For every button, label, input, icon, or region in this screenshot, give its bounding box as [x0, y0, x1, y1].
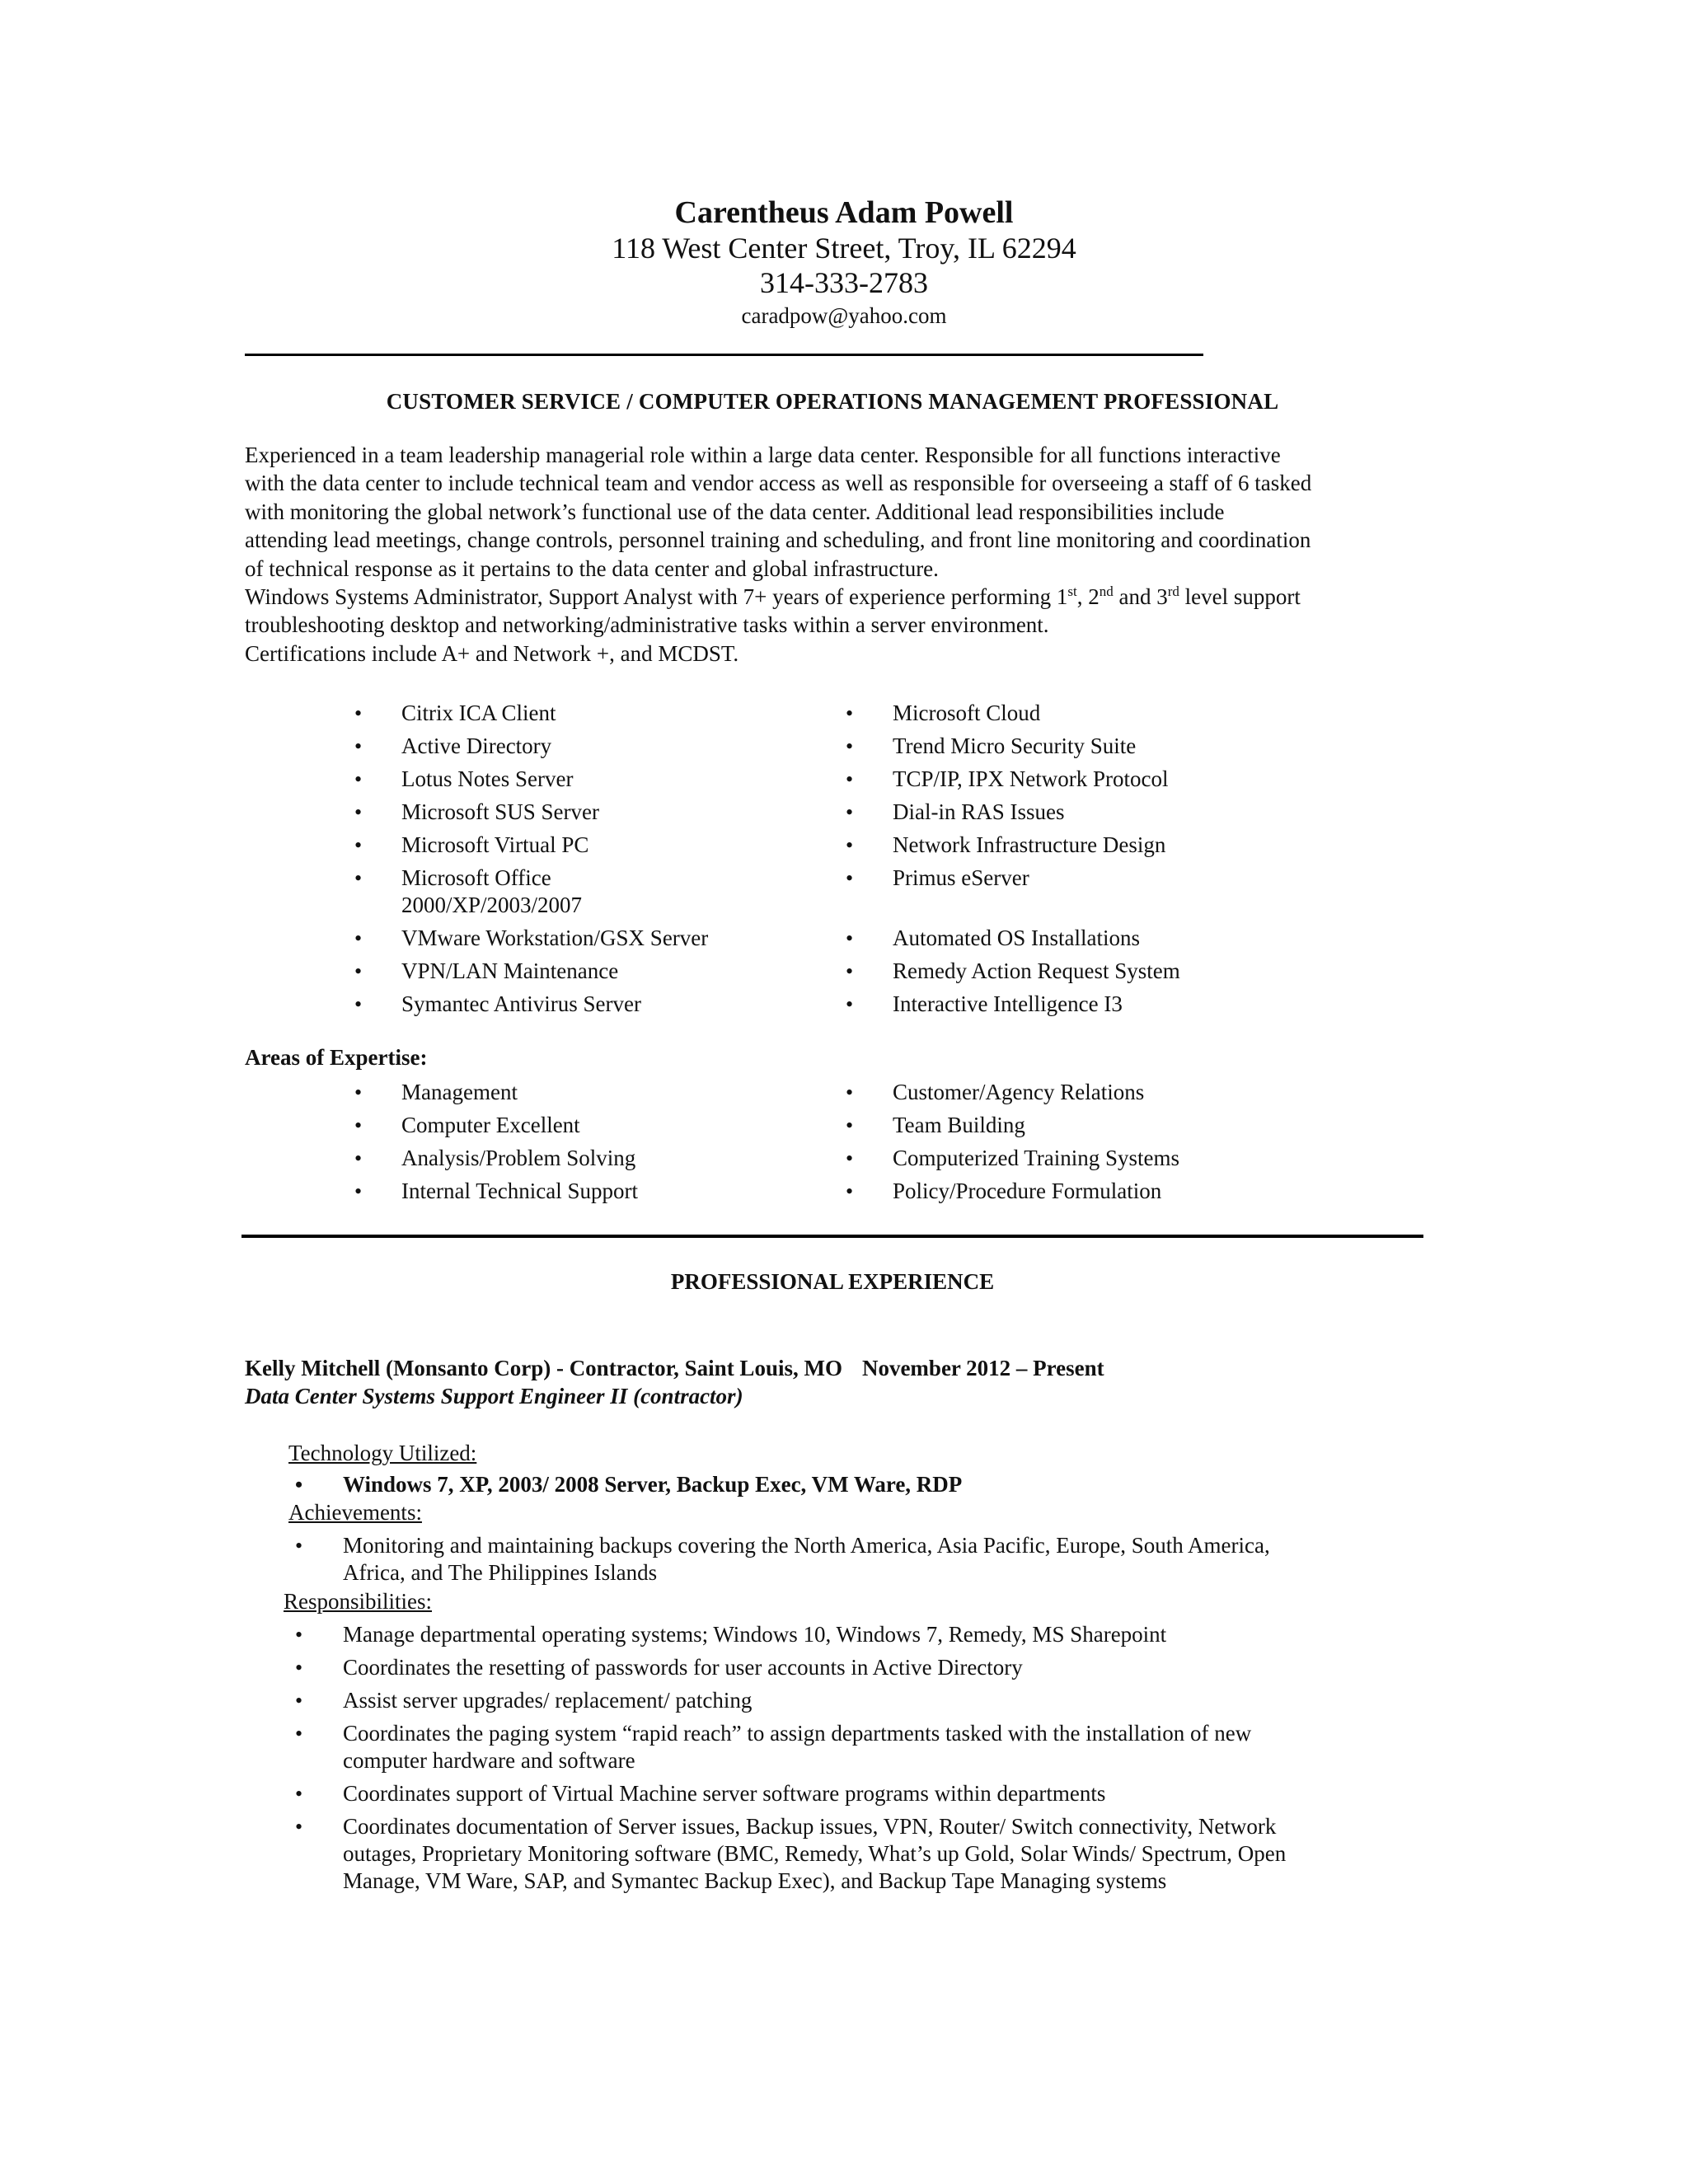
list-item [295, 1687, 1431, 1714]
bullet-icon: • [846, 1179, 854, 1203]
expertise-text: Policy/Procedure Formulation [893, 1179, 1162, 1203]
summary [245, 441, 1432, 668]
responsibility-text: Manage departmental operating systems; Windows 10, Windows 7, Remedy, MS Sharepoint [343, 1622, 1167, 1647]
expertise-text: Management [401, 1080, 518, 1104]
ordinal-suffix: nd [1099, 583, 1114, 600]
list-item [295, 1813, 1431, 1895]
areas-of-expertise-heading: Areas of Expertise: [245, 1045, 428, 1070]
responsibility-text: computer hardware and software [343, 1748, 635, 1773]
expertise-text: Analysis/Problem Solving [401, 1146, 636, 1170]
bullet-icon: • [295, 1782, 303, 1806]
list-item [354, 925, 846, 952]
list-item [354, 865, 846, 919]
list-item [846, 700, 1404, 727]
bullet-icon: • [295, 1689, 303, 1713]
list-item [846, 958, 1404, 985]
bullet-icon: • [354, 767, 363, 791]
expertise-text: Customer/Agency Relations [893, 1080, 1145, 1104]
skill-text: Symantec Antivirus Server [401, 991, 641, 1016]
responsibility-text: Manage, VM Ware, SAP, and Symantec Backup Exec), and Backup Tape Managing systems [343, 1868, 1167, 1893]
expertise-text: Computerized Training Systems [893, 1146, 1180, 1170]
list-item [354, 1178, 846, 1205]
bullet-icon: • [295, 1623, 303, 1647]
ordinal-suffix: rd [1167, 583, 1179, 600]
phone-number: 314-333-2783 [760, 266, 928, 299]
skill-text: Interactive Intelligence I3 [893, 991, 1123, 1016]
bullet-icon: • [354, 1146, 363, 1170]
address: 118 West Center Street, Troy, IL 62294 [612, 232, 1076, 265]
summary-line: with monitoring the global network’s functional use of the data center. Additional lead responsibilities include [245, 499, 1225, 524]
skill-text: Network Infrastructure Design [893, 832, 1166, 857]
job-title: Data Center Systems Support Engineer II (contractor) [245, 1384, 743, 1408]
summary-line: attending lead meetings, change controls, personnel training and scheduling, and front line monitoring and coordination [245, 527, 1311, 553]
list-item [846, 991, 1404, 1018]
skill-text: Lotus Notes Server [401, 766, 574, 791]
candidate-name: Carentheus Adam Powell [674, 195, 1014, 230]
bullet-icon: • [295, 1656, 303, 1680]
bullet-icon: • [354, 1179, 363, 1203]
experience-section-title: PROFESSIONAL EXPERIENCE [670, 1269, 995, 1294]
bullet-icon: • [846, 767, 854, 791]
bullet-icon: • [846, 866, 854, 890]
bullet-icon: • [846, 800, 854, 824]
skill-text: Automated OS Installations [893, 926, 1140, 950]
skill-text: Remedy Action Request System [893, 958, 1180, 983]
bullet-icon: • [295, 1473, 303, 1497]
bullet-icon: • [295, 1815, 303, 1839]
list-item [846, 799, 1404, 826]
responsibilities-label: Responsibilities: [284, 1589, 433, 1614]
list-item [354, 799, 846, 826]
list-item [354, 991, 846, 1018]
list-item [846, 1178, 1404, 1205]
skill-text: Dial-in RAS Issues [893, 799, 1065, 824]
professional-headline: CUSTOMER SERVICE / COMPUTER OPERATIONS MANAGEMENT PROFESSIONAL [386, 389, 1279, 414]
ordinal-suffix: st [1067, 583, 1077, 600]
summary-text: Windows Systems Administrator, Support Analyst with 7+ years of experience performing 1 [245, 584, 1068, 610]
skills-list-left [354, 700, 846, 1024]
list-item [846, 733, 1404, 760]
expertise-text: Internal Technical Support [401, 1179, 639, 1203]
list-item [846, 832, 1404, 859]
list-item [295, 1621, 1431, 1648]
skill-text: VPN/LAN Maintenance [401, 958, 619, 983]
expertise-text: Team Building [893, 1113, 1025, 1137]
list-item [846, 1112, 1404, 1139]
skills-list-right [846, 700, 1404, 1024]
list-item [295, 1471, 1431, 1498]
list-item [354, 1112, 846, 1139]
bullet-icon: • [846, 833, 854, 857]
section-divider [241, 1235, 1423, 1238]
bullet-icon: • [295, 1722, 303, 1746]
bullet-icon: • [354, 992, 363, 1016]
list-item [354, 733, 846, 760]
summary-text: , 2 [1076, 584, 1100, 610]
technology-utilized-label: Technology Utilized: [288, 1441, 477, 1465]
list-item [354, 766, 846, 793]
bullet-icon: • [354, 800, 363, 824]
list-item [354, 832, 846, 859]
summary-line: troubleshooting desktop and networking/administrative tasks within a server environment. [245, 612, 1049, 638]
list-item [295, 1780, 1431, 1807]
skill-text: Trend Micro Security Suite [893, 733, 1137, 758]
list-item [846, 1145, 1404, 1172]
achievements-label: Achievements: [288, 1500, 422, 1525]
bullet-icon: • [354, 959, 363, 983]
achievements-list [295, 1532, 1431, 1592]
bullet-icon: • [295, 1534, 303, 1558]
summary-text: and 3 [1113, 584, 1168, 610]
achievement-text: Africa, and The Philippines Islands [343, 1560, 658, 1585]
bullet-icon: • [354, 1113, 363, 1137]
list-item [846, 1079, 1404, 1106]
technology-list [295, 1471, 1431, 1504]
responsibilities-list [295, 1621, 1431, 1900]
responsibility-text: outages, Proprietary Monitoring software (BMC, Remedy, What’s up Gold, Solar Winds/ Spectrum, Open [343, 1841, 1287, 1866]
expertise-list-left [354, 1079, 846, 1211]
bullet-icon: • [846, 701, 854, 725]
skill-text: TCP/IP, IPX Network Protocol [893, 766, 1169, 791]
expertise-list-right [846, 1079, 1404, 1211]
bullet-icon: • [354, 833, 363, 857]
bullet-icon: • [354, 1080, 363, 1104]
responsibility-text: Assist server upgrades/ replacement/ patching [343, 1688, 753, 1713]
bullet-icon: • [354, 926, 363, 950]
bullet-icon: • [354, 701, 363, 725]
skill-text: VMware Workstation/GSX Server [401, 926, 709, 950]
skill-text: Microsoft Virtual PC [401, 832, 589, 857]
bullet-icon: • [846, 992, 854, 1016]
summary-line: with the data center to include technical team and vendor access as well as responsible for overseeing a staff of 6 tasked [245, 471, 1312, 496]
bullet-icon: • [846, 1146, 854, 1170]
responsibility-text: Coordinates the paging system “rapid reach” to assign departments tasked with the installation of new [343, 1721, 1252, 1746]
list-item [846, 766, 1404, 793]
list-item [295, 1654, 1431, 1681]
list-item [846, 925, 1404, 952]
bullet-icon: • [846, 959, 854, 983]
employer: Kelly Mitchell (Monsanto Corp) - Contractor, Saint Louis, MO [245, 1356, 842, 1380]
list-item [295, 1532, 1431, 1586]
list-item [295, 1720, 1431, 1774]
technology-text: Windows 7, XP, 2003/ 2008 Server, Backup Exec, VM Ware, RDP [343, 1472, 963, 1497]
responsibility-text: Coordinates documentation of Server issues, Backup issues, VPN, Router/ Switch connectivity, Network [343, 1814, 1277, 1839]
bullet-icon: • [846, 1080, 854, 1104]
skill-text: Citrix ICA Client [401, 701, 556, 725]
list-item [354, 700, 846, 727]
responsibility-text: Coordinates the resetting of passwords for user accounts in Active Directory [343, 1655, 1023, 1680]
responsibility-text: Coordinates support of Virtual Machine server software programs within departments [343, 1781, 1106, 1806]
bullet-icon: • [354, 734, 363, 758]
list-item [354, 1145, 846, 1172]
job-heading [245, 1356, 1104, 1381]
job-dates: November 2012 – Present [861, 1356, 1104, 1380]
bullet-icon: • [846, 734, 854, 758]
bullet-icon: • [354, 866, 363, 890]
achievement-text: Monitoring and maintaining backups covering the North America, Asia Pacific, Europe, South America, [343, 1533, 1270, 1558]
expertise-text: Computer Excellent [401, 1113, 580, 1137]
list-item [846, 865, 1404, 892]
skill-text: Active Directory [401, 733, 552, 758]
skill-text: Primus eServer [893, 865, 1029, 890]
summary-line: Experienced in a team leadership managerial role within a large data center. Responsible for all functions interactive [245, 443, 1281, 467]
list-item [354, 958, 846, 985]
bullet-icon: • [846, 926, 854, 950]
skill-text: 2000/XP/2003/2007 [401, 893, 583, 917]
summary-text: level support [1179, 584, 1301, 610]
skill-text: Microsoft Office [401, 865, 551, 890]
skill-text: Microsoft Cloud [893, 701, 1041, 725]
skill-text: Microsoft SUS Server [401, 799, 599, 824]
summary-line: of technical response as it pertains to the data center and global infrastructure. [245, 555, 939, 581]
header-divider [245, 354, 1203, 356]
email-address: caradpow@yahoo.com [741, 303, 947, 328]
certifications-line: Certifications include A+ and Network +, and MCDST. [245, 640, 739, 666]
bullet-icon: • [846, 1113, 854, 1137]
experience-summary-line [245, 583, 1432, 611]
list-item [354, 1079, 846, 1106]
